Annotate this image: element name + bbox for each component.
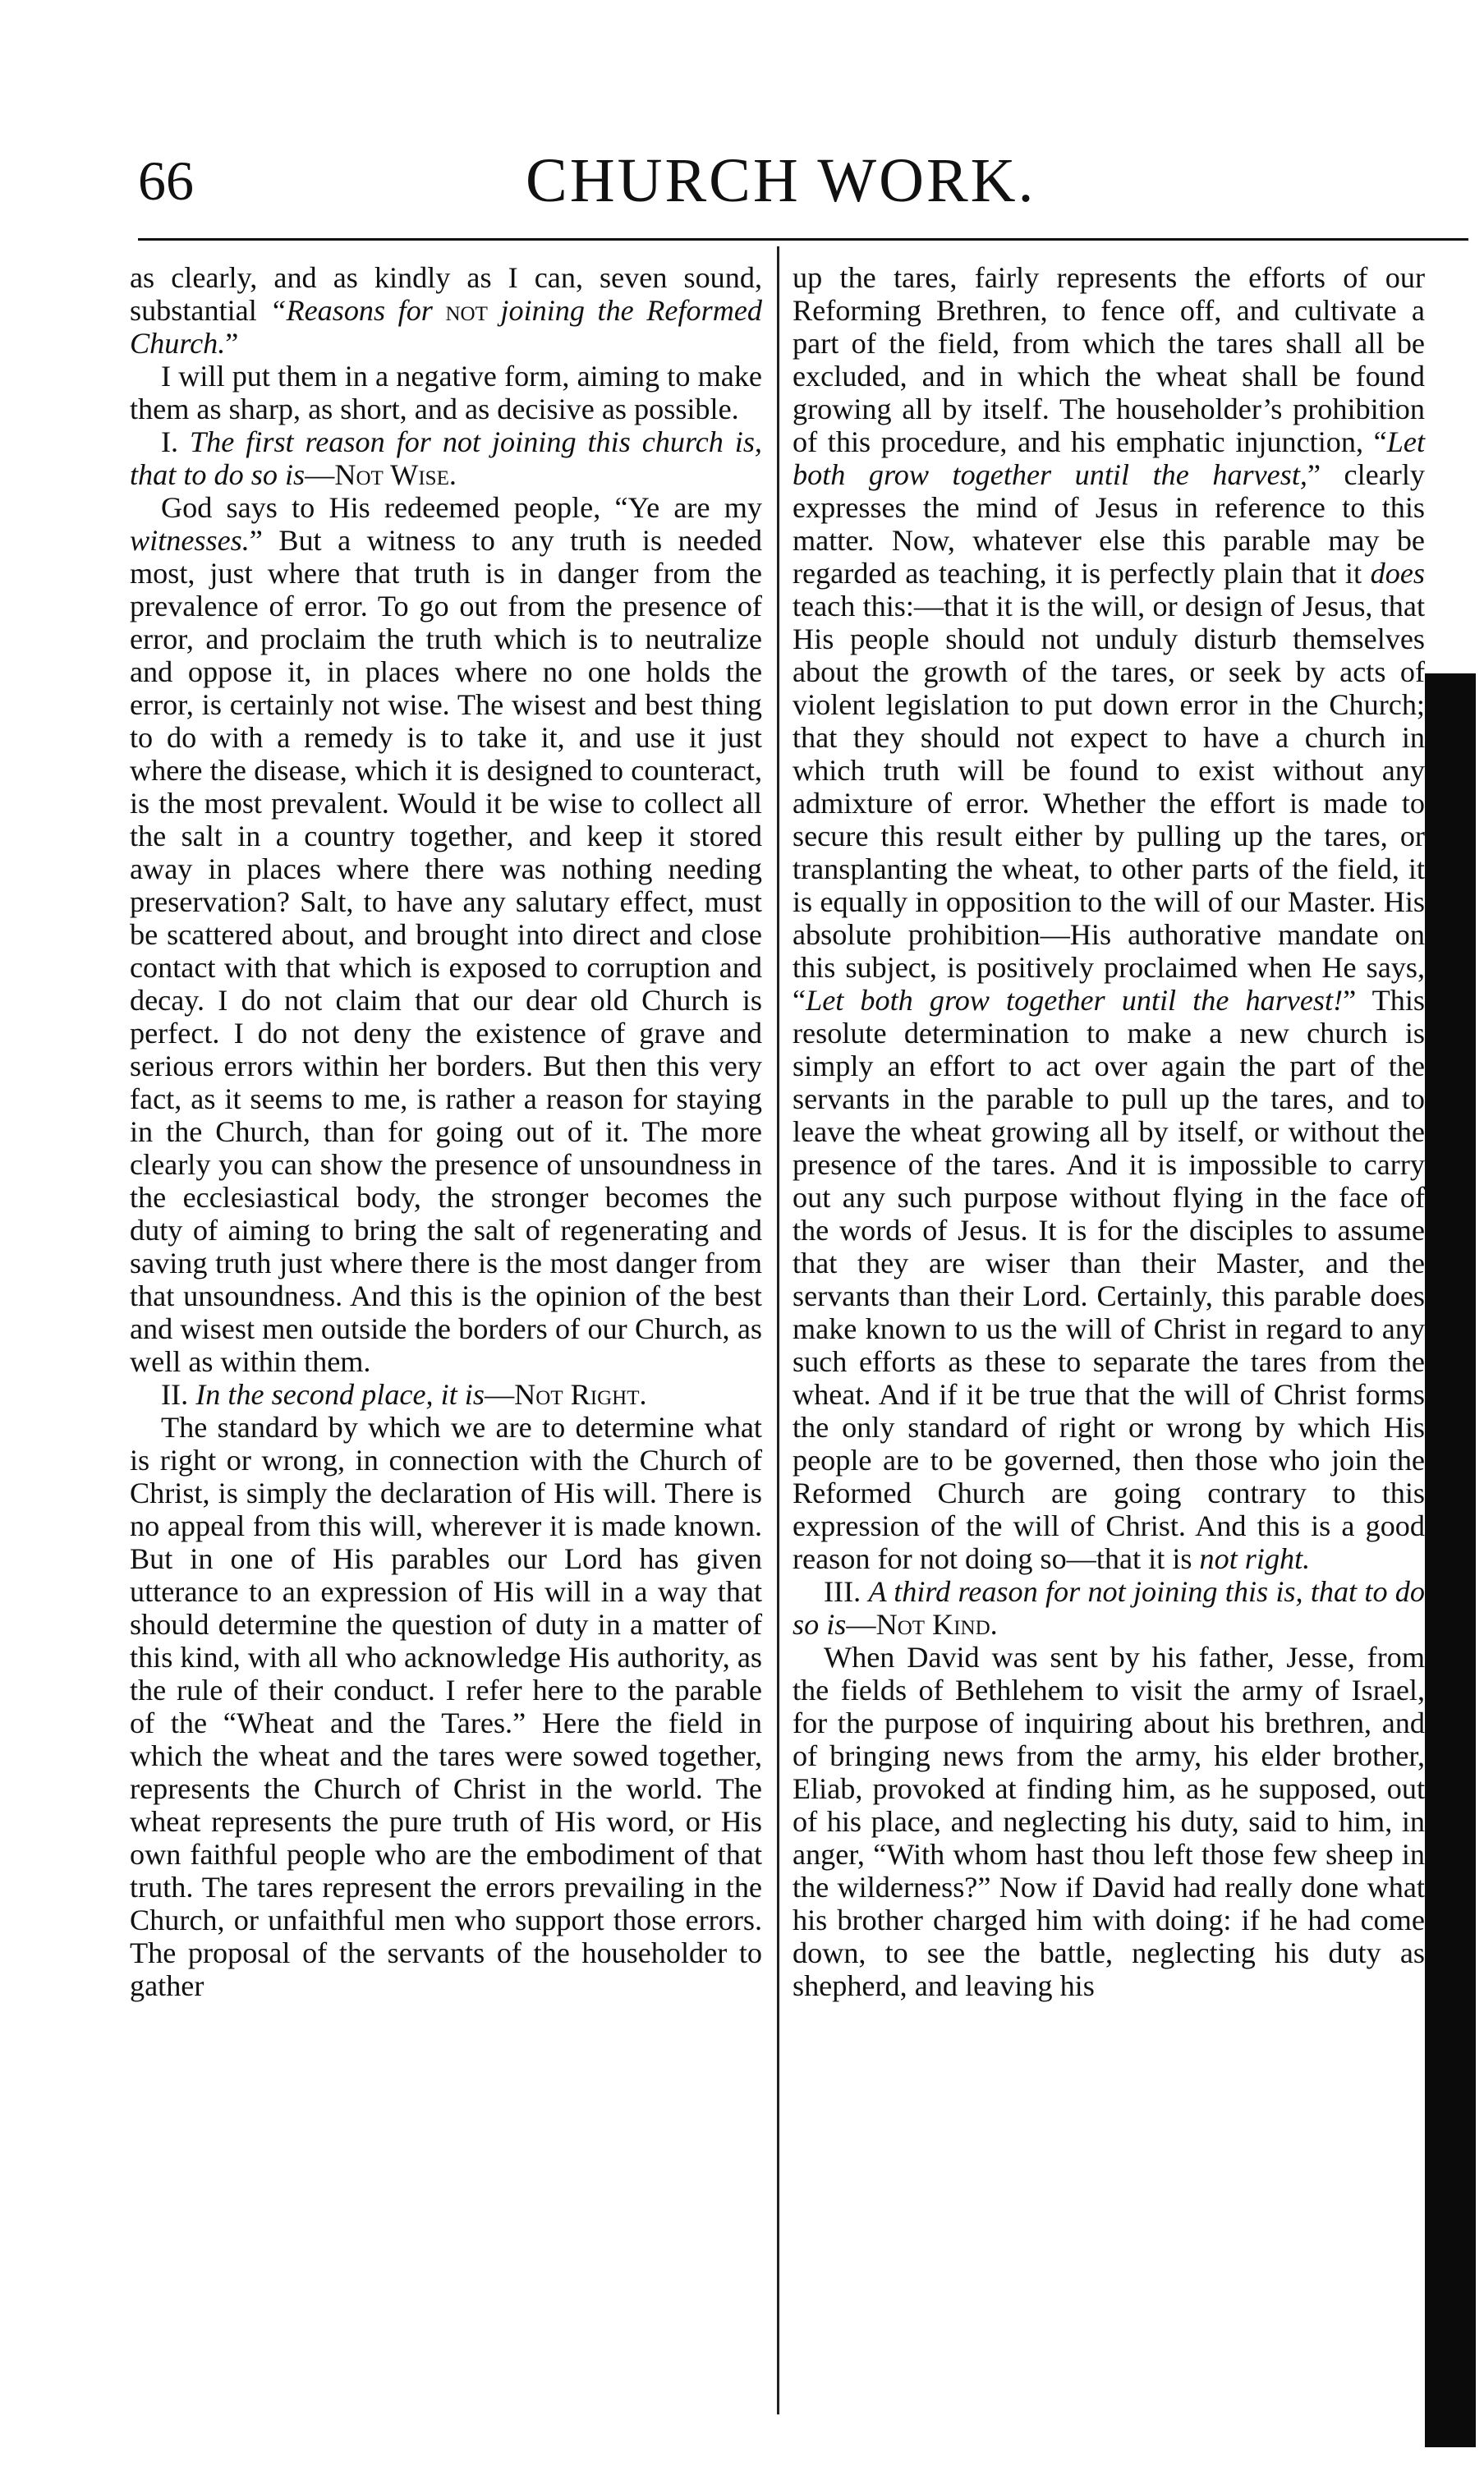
paragraph [130,360,762,425]
left-column [130,261,762,2002]
paragraph [793,1641,1425,2002]
text-run: ” This resolute determination to make a new church is simply an effort to act over again the part of the servants in the parable to pull up the tares, and to leave the wheat growing all by itself, or without the presence of the tares. And it is impossible to carry out any such purpose without flying in the face of the words of Jesus. It is for the disciples to assume that they are wiser than their Master, and the servants than their Lord. Certainly, this parable does make known to us the will of Christ in regard to any such efforts as these to separate the tares from the wheat. And if it be true that the will of Christ forms the only standard of right or wrong by which His people are to be governed, then those who join the Reformed Church are going contrary to this expression of the will of Christ. And this is a good reason for not doing so—that it is [793,984,1425,1575]
paragraph [793,261,1425,1575]
text-run: — [484,1378,515,1411]
running-head: CHURCH WORK. [526,146,1036,215]
italic-text: “Reasons for [269,294,446,327]
text-run: II. [161,1378,196,1411]
text-run: The standard by which we are to determine what is right or wrong, in connection with the Church of Christ, is simply the declaration of His will. There is no appeal from this will, wherever it is made known. But in one of His parables our Lord has given utterance to an expression of His will in a way that should determine the question of duty in a matter of this kind, with all who acknowledge His authority, as the rule of their conduct. I refer here to the parable of the “Wheat and the Tares.” Here the field in which the wheat and the tares were sowed together, represents the Church of Christ in the world. The wheat represents the pure truth of His word, or His own faithful people who are the embodiment of that truth. The tares represent the errors prevailing in the Church, or unfaithful men who support those errors. The proposal of the servants of the householder to gather [130,1411,762,2002]
paragraph [130,261,762,360]
text-run: When David was sent by his father, Jesse, from the fields of Bethlehem to visit the army of Israel, for the purpose of inquiring about his brethren, and of bringing news from the army, his elder brother, Eliab, provoked at finding him, as he supposed, out of his place, and neglecting his duty, said to him, in anger, “With whom hast thou left those few sheep in the wilderness?” Now if David had really done what his brother charged him with doing: if he had come down, to see the battle, neglecting his duty as shepherd, and leaving his [793,1641,1425,2002]
small-caps-text: Not Right. [514,1378,647,1411]
text-run: as clearly, and as kindly as I can, seven sound, substantial [130,261,762,327]
small-caps-text: Not Wise. [334,458,457,491]
text-run: — [846,1608,876,1641]
italic-text: does [1370,557,1425,590]
text-run: I. [161,425,191,458]
paragraph [130,491,762,1378]
text-run: God says to His redeemed people, “Ye are my [161,491,762,524]
column-divider [777,246,779,2414]
italic-text: not right. [1199,1542,1311,1575]
paragraph [793,1575,1425,1641]
small-caps-text: Not Kind. [875,1608,998,1641]
paragraph [130,1411,762,2002]
text-run: ” clearly expresses the mind of Jesus in reference to this matter. Now, whatever else this parable may be regarded as teaching, it is perfectly plain that it [793,458,1425,590]
page-number: 66 [138,149,194,212]
binding-shadow-strip [1425,673,1476,2447]
text-run: up the tares, fairly represents the efforts of our Reforming Brethren, to fence off, and cultivate a part of the field, from which the tares shall all be excluded, and in which the wheat shall be found growing all by itself. The householder’s prohibition of this procedure, and his emphatic injunction, “ [793,261,1425,458]
italic-text: witnesses. [130,524,250,557]
italic-text: Let both grow together until the harvest! [806,984,1344,1017]
italic-text: A third reason for not joining this is, that to do so is [793,1575,1425,1641]
text-run: teach this:—that it is the will, or design of Jesus, that His people should not unduly disturb themselves about the growth of the tares, or seek by acts of violent legislation to put down error in the Church; that they should not expect to have a church in which truth will be found to exist without any admixture of error. Whether the effort is made to secure this result either by pulling up the tares, or transplanting the wheat, to other parts of the field, it is equally in opposition to the will of our Master. His absolute prohibition—His authorative mandate on this subject, is positively proclaimed when He says, “ [793,590,1425,1017]
text-run: ” [225,327,239,360]
paragraph [130,425,762,491]
text-run: ” But a witness to any truth is needed most, just where that truth is in danger from the prevalence of error. To go out from the presence of error, and proclaim the truth which is to neutralize and oppose it, in places where no one holds the error, is certainly not wise. The wisest and best thing to do with a remedy is to take it, and use it just where the disease, which it is designed to counteract, is the most prevalent. Would it be wise to collect all the salt in a country together, and keep it stored away in places where there was nothing needing preservation? Salt, to have any salutary effect, must be scattered about, and brought into direct and close contact with that which is exposed to corruption and decay. I do not claim that our dear old Church is perfect. I do not deny the existence of grave and serious errors within her borders. But then this very fact, as it seems to me, is rather a reason for staying in the Church, than for going out of it. The more clearly you can show the presence of unsoundness in the ecclesiastical body, the stronger becomes the duty of aiming to bring the salt of regenerating and saving truth just where there is the most danger from that unsoundness. And this is the opinion of the best and wisest men outside the borders of our Church, as well as within them. [130,524,762,1378]
right-column [793,261,1425,2002]
italic-text: The first reason for not joining this church is, that to do so is [130,425,762,491]
header-rule [138,238,1468,241]
small-caps-text: not [445,294,488,327]
italic-text: joining the Reformed Church. [130,294,762,360]
paragraph [130,1378,762,1411]
text-run: III. [824,1575,869,1608]
italic-text: Let both grow together until the harvest, [793,425,1425,491]
text-run: — [305,458,335,491]
italic-text: In the second place, it is [195,1378,485,1411]
text-run: I will put them in a negative form, aiming to make them as sharp, as short, and as decisive as possible. [130,360,762,425]
